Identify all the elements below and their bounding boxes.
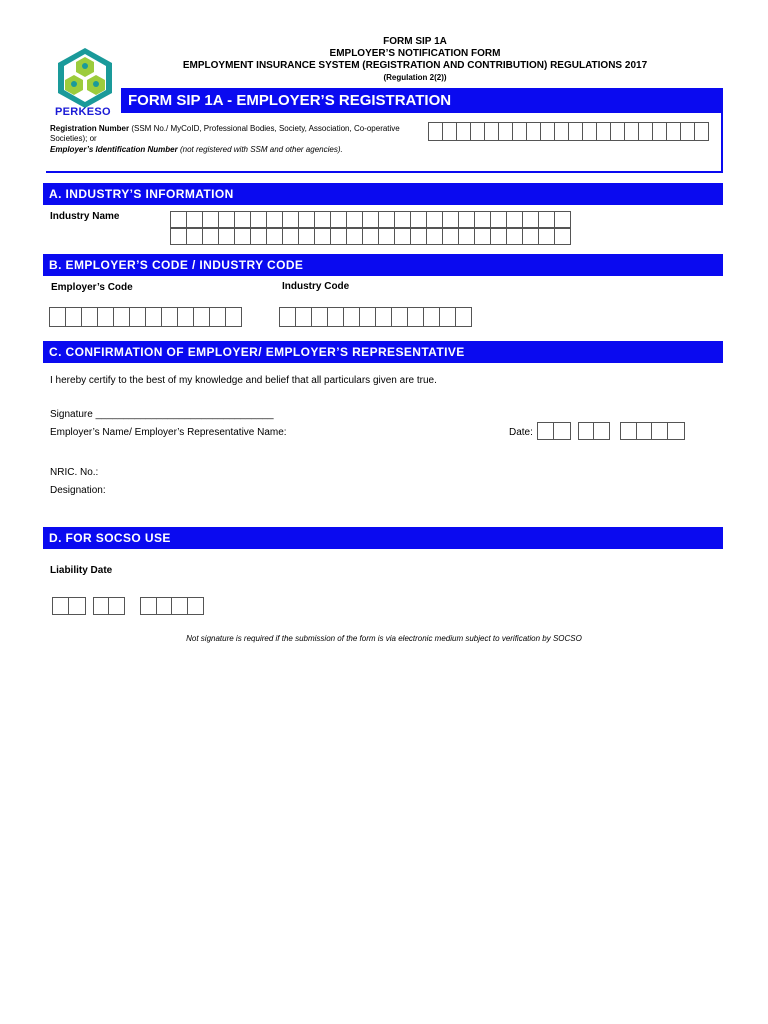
industry-name-box[interactable] xyxy=(186,211,203,228)
industry-name-box[interactable] xyxy=(394,211,411,228)
employer-code-box[interactable] xyxy=(129,307,146,327)
industry-name-box[interactable] xyxy=(362,228,379,245)
employer-code-box[interactable] xyxy=(49,307,66,327)
industry-code-box[interactable] xyxy=(455,307,472,327)
liability-month-boxes[interactable] xyxy=(93,597,125,615)
registration-number-box[interactable] xyxy=(568,122,583,141)
employer-code-label: Employer’s Code xyxy=(51,282,133,293)
certify-statement: I hereby certify to the best of my knowledge and belief that all particulars given are true. xyxy=(50,375,437,386)
section-a-heading: A. INDUSTRY’S INFORMATION xyxy=(43,183,723,205)
logo-text: PERKESO xyxy=(55,106,111,118)
industry-name-box[interactable] xyxy=(426,211,443,228)
section-c-heading: C. CONFIRMATION OF EMPLOYER/ EMPLOYER’S REPRESENTATIVE xyxy=(43,341,723,363)
industry-name-box[interactable] xyxy=(442,211,459,228)
regulation-ref: (Regulation 2(2)) xyxy=(383,73,447,82)
registration-number-box[interactable] xyxy=(596,122,611,141)
liability-date-label: Liability Date xyxy=(50,565,113,576)
employer-code-box[interactable] xyxy=(161,307,178,327)
industry-code-box[interactable] xyxy=(375,307,392,327)
employer-code-box[interactable] xyxy=(225,307,242,327)
industry-name-box[interactable] xyxy=(442,228,459,245)
registration-number-box[interactable] xyxy=(456,122,471,141)
registration-number-box[interactable] xyxy=(652,122,667,141)
footnote: Not signature is required if the submission of the form is via electronic medium subject to verification by SOCSO xyxy=(186,634,582,643)
industry-code-box[interactable] xyxy=(439,307,456,327)
registration-number-box[interactable] xyxy=(428,122,443,141)
industry-name-box[interactable] xyxy=(426,228,443,245)
industry-name-box[interactable] xyxy=(410,211,427,228)
industry-name-box[interactable] xyxy=(298,211,315,228)
regulations-title: EMPLOYMENT INSURANCE SYSTEM (REGISTRATION AND CONTRIBUTION) REGULATIONS 2017 xyxy=(182,60,648,71)
signature-line[interactable]: Signature ________________________________ xyxy=(50,409,274,420)
employer-code-box[interactable] xyxy=(177,307,194,327)
industry-name-box[interactable] xyxy=(314,228,331,245)
form-title: FORM SIP 1A - EMPLOYER’S REGISTRATION xyxy=(121,88,723,113)
industry-code-box[interactable] xyxy=(327,307,344,327)
industry-name-box[interactable] xyxy=(410,228,427,245)
industry-code-box[interactable] xyxy=(279,307,296,327)
employer-code-box[interactable] xyxy=(113,307,130,327)
industry-name-box[interactable] xyxy=(554,211,571,228)
industry-code-box[interactable] xyxy=(359,307,376,327)
industry-name-box[interactable] xyxy=(362,211,379,228)
industry-name-box[interactable] xyxy=(202,211,219,228)
industry-name-box[interactable] xyxy=(490,211,507,228)
industry-name-box[interactable] xyxy=(346,228,363,245)
perkeso-logo xyxy=(50,46,120,114)
industry-name-box[interactable] xyxy=(378,228,395,245)
industry-name-box[interactable] xyxy=(266,211,283,228)
industry-name-box[interactable] xyxy=(234,228,251,245)
employer-name-label: Employer’s Name/ Employer’s Representative Name: xyxy=(50,427,287,438)
industry-name-box[interactable] xyxy=(170,228,187,245)
employer-code-box[interactable] xyxy=(193,307,210,327)
industry-name-label: Industry Name xyxy=(50,211,120,222)
date-year-boxes[interactable] xyxy=(620,422,685,440)
industry-name-box[interactable] xyxy=(506,211,523,228)
industry-name-box[interactable] xyxy=(282,211,299,228)
industry-name-box[interactable] xyxy=(522,211,539,228)
industry-name-box[interactable] xyxy=(458,211,475,228)
industry-name-box[interactable] xyxy=(554,228,571,245)
industry-name-box[interactable] xyxy=(250,211,267,228)
employer-code-box[interactable] xyxy=(65,307,82,327)
registration-number-box[interactable] xyxy=(442,122,457,141)
employer-code-boxes[interactable] xyxy=(49,307,241,327)
liability-day-boxes[interactable] xyxy=(52,597,86,615)
registration-number-box[interactable] xyxy=(554,122,569,141)
date-day-boxes[interactable] xyxy=(537,422,571,440)
registration-number-box[interactable] xyxy=(638,122,653,141)
industry-code-box[interactable] xyxy=(343,307,360,327)
section-b-heading: B. EMPLOYER’S CODE / INDUSTRY CODE xyxy=(43,254,723,276)
nric-label: NRIC. No.: xyxy=(50,467,99,478)
date-label: Date: xyxy=(509,427,533,438)
industry-name-box[interactable] xyxy=(234,211,251,228)
industry-code-box[interactable] xyxy=(311,307,328,327)
registration-number-box[interactable] xyxy=(624,122,639,141)
industry-name-box[interactable] xyxy=(474,211,491,228)
industry-name-box[interactable] xyxy=(218,228,235,245)
industry-name-box[interactable] xyxy=(538,228,555,245)
registration-number-label: Registration Number (SSM No./ MyCoID, Professional Bodies, Society, Association, Co-operative Societies); or xyxy=(50,124,400,143)
industry-name-box[interactable] xyxy=(250,228,267,245)
registration-number-box[interactable] xyxy=(610,122,625,141)
form-code: FORM SIP 1A xyxy=(383,36,447,47)
industry-name-boxes-row1[interactable] xyxy=(170,211,570,228)
industry-name-box[interactable] xyxy=(538,211,555,228)
registration-number-boxes[interactable] xyxy=(428,122,708,141)
industry-name-box[interactable] xyxy=(202,228,219,245)
industry-name-box[interactable] xyxy=(330,228,347,245)
industry-name-box[interactable] xyxy=(186,228,203,245)
industry-code-box[interactable] xyxy=(423,307,440,327)
industry-name-box[interactable] xyxy=(490,228,507,245)
industry-name-box[interactable] xyxy=(506,228,523,245)
industry-name-box[interactable] xyxy=(170,211,187,228)
industry-name-box[interactable] xyxy=(522,228,539,245)
registration-number-box[interactable] xyxy=(540,122,555,141)
employer-code-box[interactable] xyxy=(81,307,98,327)
industry-name-box[interactable] xyxy=(330,211,347,228)
industry-name-box[interactable] xyxy=(218,211,235,228)
employer-id-label: Employer’s Identification Number (not registered with SSM and other agencies). xyxy=(50,145,343,154)
industry-code-boxes[interactable] xyxy=(279,307,471,327)
industry-code-box[interactable] xyxy=(391,307,408,327)
registration-number-box[interactable] xyxy=(666,122,681,141)
employer-code-box[interactable] xyxy=(145,307,162,327)
section-d-heading: D. FOR SOCSO USE xyxy=(43,527,723,549)
industry-name-boxes-row2[interactable] xyxy=(170,228,570,245)
industry-name-box[interactable] xyxy=(282,228,299,245)
registration-number-box[interactable] xyxy=(470,122,485,141)
industry-name-box[interactable] xyxy=(298,228,315,245)
industry-name-box[interactable] xyxy=(394,228,411,245)
industry-name-box[interactable] xyxy=(474,228,491,245)
industry-code-box[interactable] xyxy=(295,307,312,327)
industry-name-box[interactable] xyxy=(314,211,331,228)
industry-name-box[interactable] xyxy=(378,211,395,228)
form-name: EMPLOYER’S NOTIFICATION FORM xyxy=(329,48,501,59)
employer-code-box[interactable] xyxy=(97,307,114,327)
liability-year-boxes[interactable] xyxy=(140,597,204,615)
industry-name-box[interactable] xyxy=(346,211,363,228)
registration-number-box[interactable] xyxy=(484,122,499,141)
industry-code-box[interactable] xyxy=(407,307,424,327)
registration-number-box[interactable] xyxy=(582,122,597,141)
employer-code-box[interactable] xyxy=(209,307,226,327)
industry-name-box[interactable] xyxy=(458,228,475,245)
registration-number-box[interactable] xyxy=(526,122,541,141)
date-month-boxes[interactable] xyxy=(578,422,610,440)
registration-number-box[interactable] xyxy=(498,122,513,141)
industry-code-label: Industry Code xyxy=(282,281,350,292)
designation-label: Designation: xyxy=(50,485,106,496)
registration-number-box[interactable] xyxy=(512,122,527,141)
industry-name-box[interactable] xyxy=(266,228,283,245)
registration-number-box[interactable] xyxy=(680,122,695,141)
registration-number-box[interactable] xyxy=(694,122,709,141)
